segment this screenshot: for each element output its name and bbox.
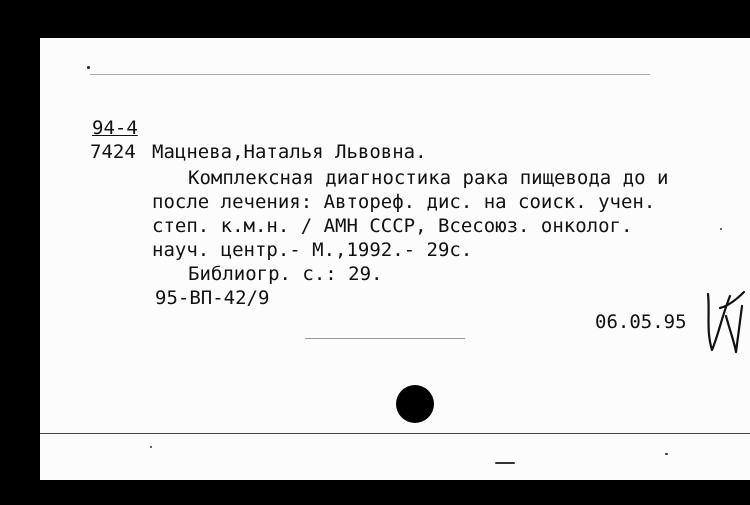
speck (495, 462, 515, 464)
bottom-rule (40, 433, 750, 434)
call-number: 94-4 (92, 117, 138, 139)
speck (150, 446, 152, 448)
title-line-4: науч. центр.- М.,1992.- 29с. (152, 239, 473, 261)
mid-rule (305, 338, 465, 339)
speck (665, 453, 668, 455)
author-name: Мацнева,Наталья Львовна. (152, 141, 427, 163)
bibliography-note: Библиогр. с.: 29. (188, 263, 383, 285)
title-line-3: степ. к.м.н. / АМН СССР, Всесоюз. онколог. (152, 215, 633, 237)
shelf-code: 95-ВП-42/9 (155, 287, 270, 309)
title-line-1: Комплексная диагностика рака пищевода до и (188, 167, 669, 189)
handwritten-signature-icon (700, 286, 748, 356)
speck (87, 66, 90, 69)
card-punch-hole (396, 385, 434, 423)
catalog-card (40, 38, 750, 480)
entry-number: 7424 (90, 141, 136, 163)
card-date: 06.05.95 (595, 311, 687, 333)
title-line-2: после лечения: Автореф. дис. на соиск. учен. (152, 191, 656, 213)
top-rule (90, 74, 650, 75)
speck (720, 228, 722, 230)
